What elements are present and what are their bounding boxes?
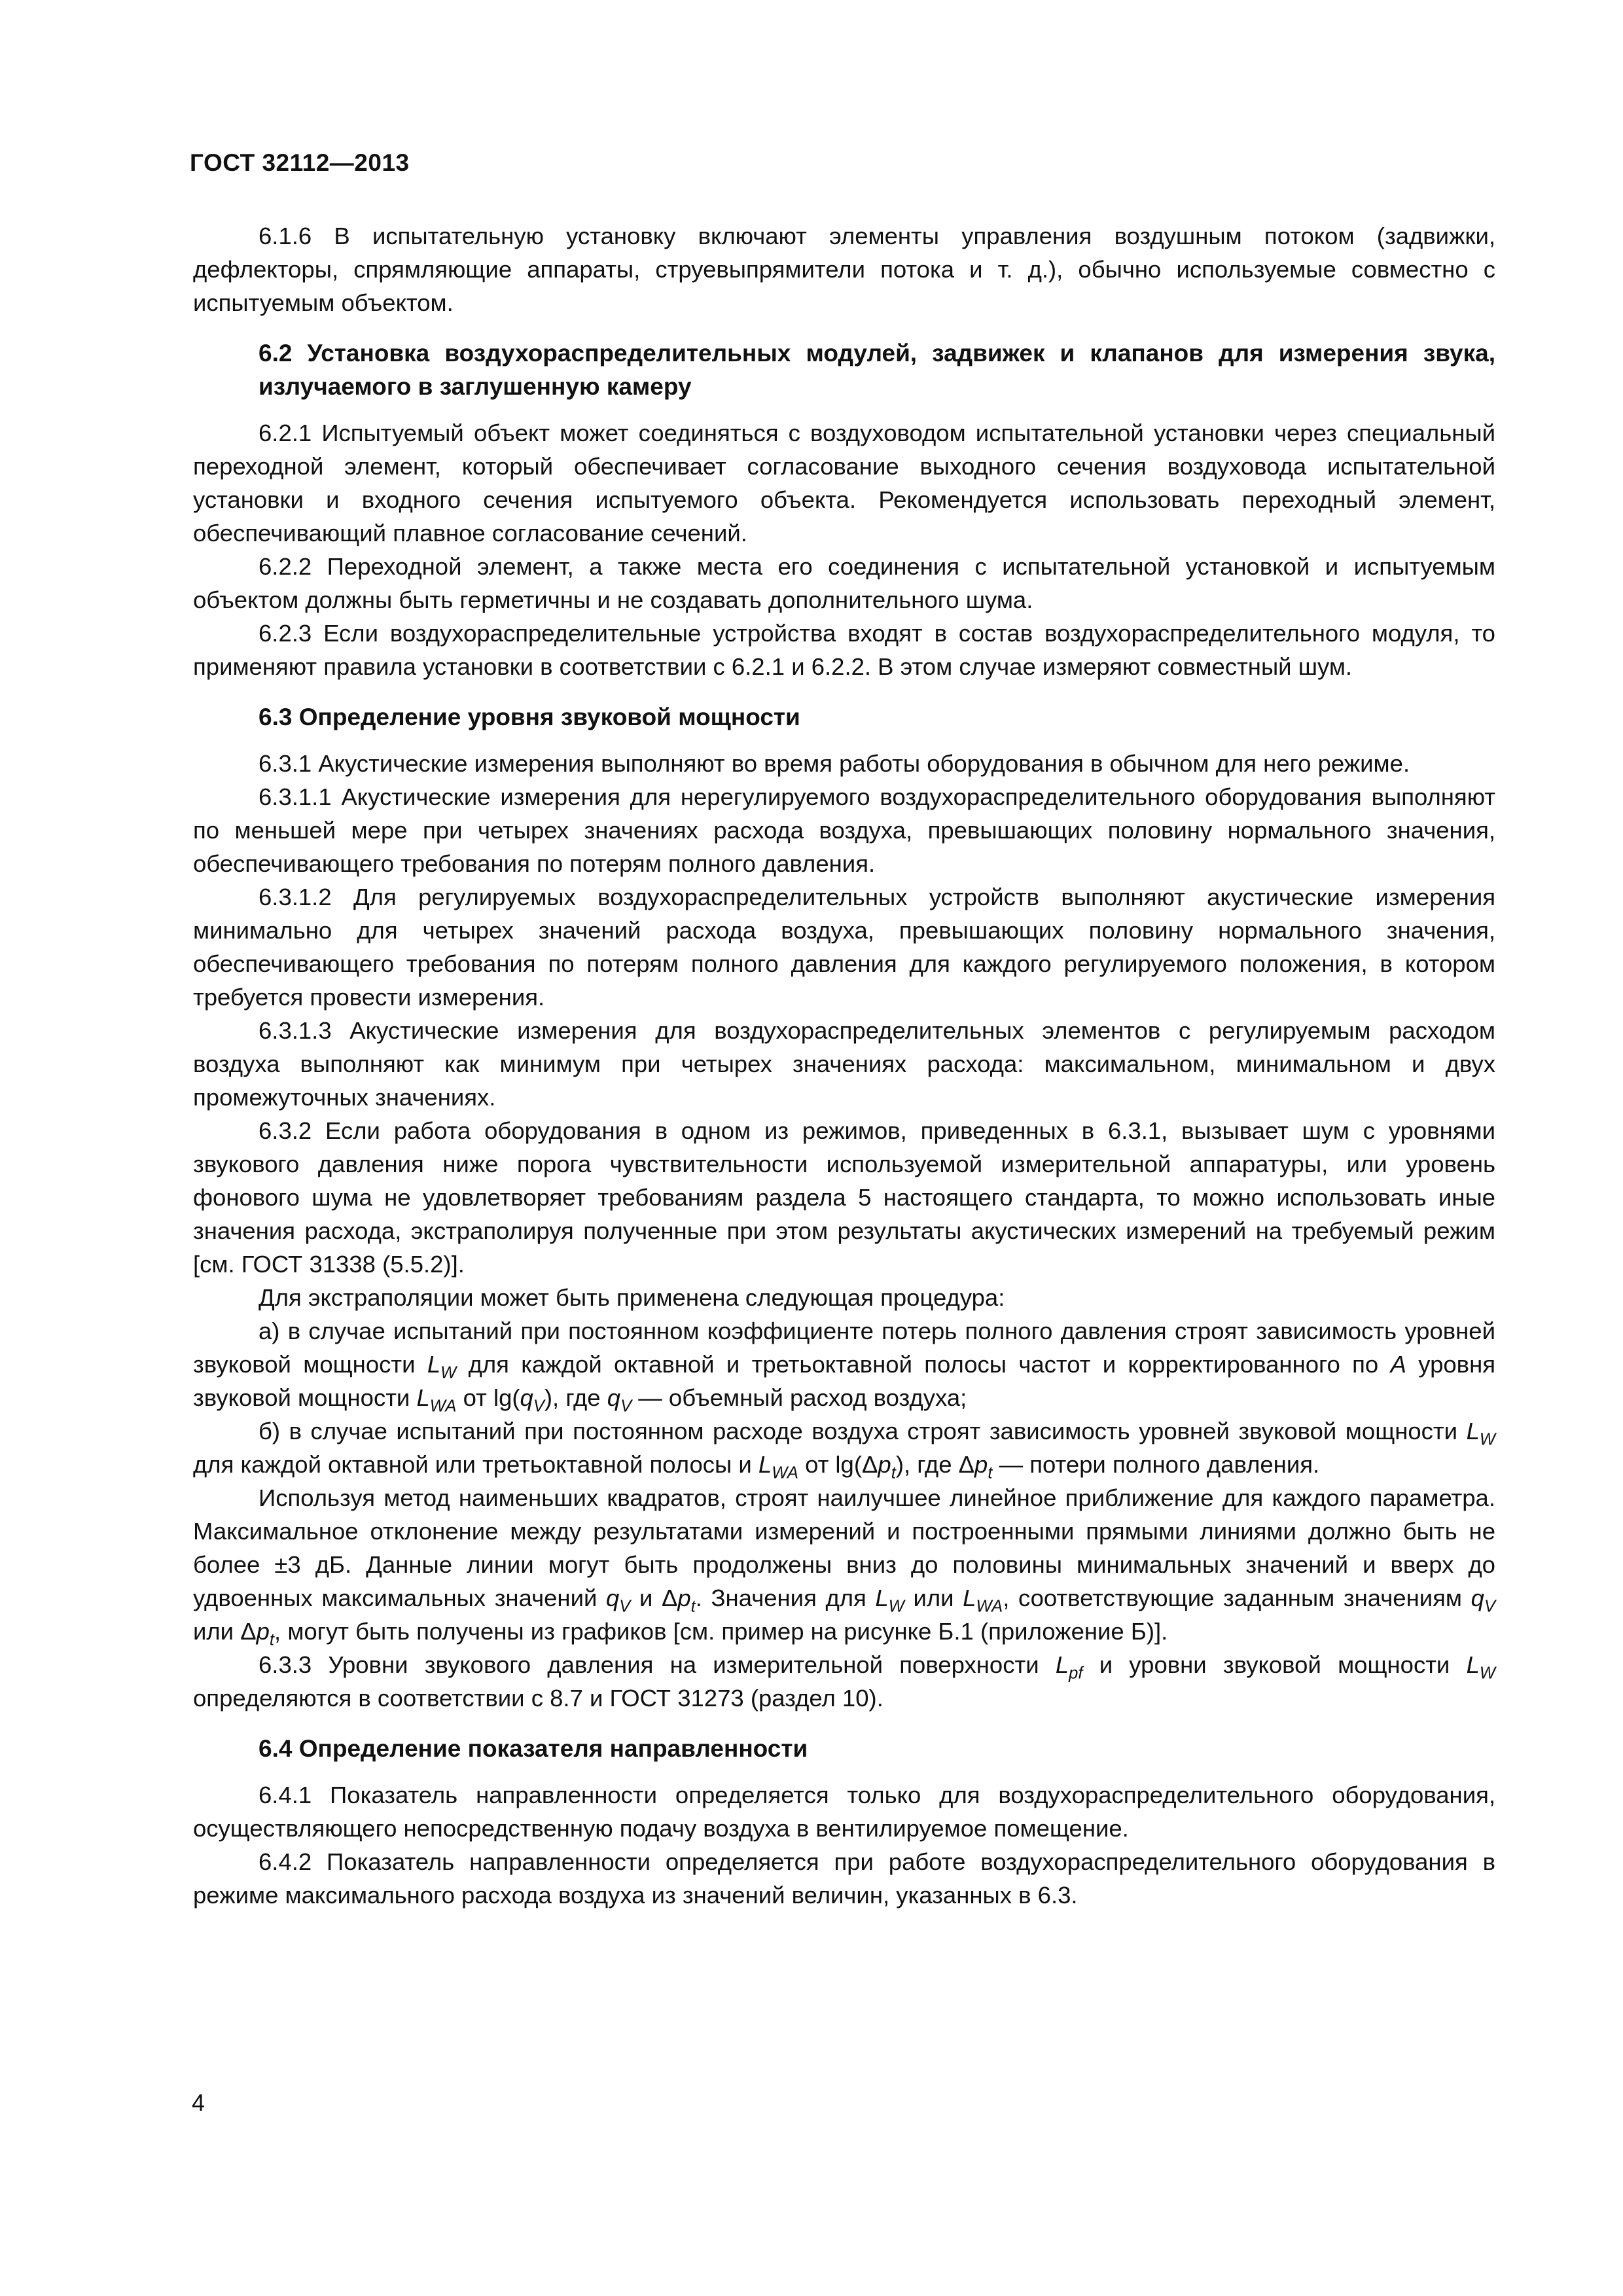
paragraph-6-4-2: 6.4.2 Показатель направленности определяется при работе воздухораспределительного оборудования в режиме максимального расхода воздуха из значений величин, указанных в 6.3. (193, 1848, 1495, 1909)
paragraph-item-a: а) в случае испытаний при постоянном коэффициенте потерь полного давления строят зависимость уровней звуковой мощности $L_W$ для каждой октавной и третьоктавной полосы частот и корректированного по A уровня звуковой мощности $L_{WA}$ от $\lg(q_V)$, где $q_V$ — объемный расход воздуха; (193, 1318, 1495, 1416)
paragraph-6-3-1: 6.3.1 Акустические измерения выполняют во время работы оборудования в обычном для него режиме. (259, 750, 1410, 777)
page-number: 4 (192, 2089, 205, 2116)
document-header: ГОСТ 32112—2013 (190, 149, 410, 176)
paragraph-6-1-6: 6.1.6 В испытательную установку включают элементы управления воздушным потоком (задвижки, дефлекторы, спрямляющие аппараты, струевыпрямители потока и т. д.), обычно используемые совместно с испытуемым объектом. (193, 223, 1495, 316)
paragraph-6-3-1-1: 6.3.1.1 Акустические измерения для нерегулируемого воздухораспределительного оборудования выполняют по меньшей мере при четырех значениях расхода воздуха, превышающих половину нормального значения, обеспечивающего требования по потерям полного давления. (193, 783, 1495, 877)
paragraph-6-3-1-2: 6.3.1.2 Для регулируемых воздухораспределительных устройств выполняют акустические измерения минимально для четырех значений расхода воздуха, превышающих половину нормального значения, обеспечивающего требования по потерям полного давления для каждого регулируемого положения, в котором требуется провести измерения. (193, 884, 1495, 1011)
paragraph-6-2-3: 6.2.3 Если воздухораспределительные устройства входят в состав воздухораспределительного модуля, то применяют правила установки в соответствии с 6.2.1 и 6.2.2. В этом случае измеряют совместный шум. (193, 620, 1495, 680)
paragraph-6-2-2: 6.2.2 Переходной элемент, а также места его соединения с испытательной установкой и испытуемым объектом должны быть герметичны и не создавать дополнительного шума. (193, 553, 1495, 613)
paragraph-extrapolation-intro: Для экстраполяции может быть применена следующая процедура: (259, 1284, 1005, 1311)
document-body (193, 219, 1495, 1912)
paragraph-6-3-1-3: 6.3.1.3 Акустические измерения для воздухораспределительных элементов с регулируемым расходом воздуха выполняют как минимум при четырех значениях расхода: максимальном, минимальном и двух промежуточных значениях. (193, 1017, 1495, 1111)
section-heading-6-2: 6.2 Установка воздухораспределительных модулей, задвижек и клапанов для измерения звука, излучаемого в заглушенную камеру (259, 340, 1495, 400)
paragraph-least-squares: Используя метод наименьших квадратов, строят наилучшее линейное приближение для каждого параметра. Максимальное отклонение между результатами измерений и построенными прямыми линиями должно быть не более ±3 дБ. Данные линии могут быть продолжены вниз до половины минимальных значений и вверх до удвоенных максимальных значений $q_V$ и $\Delta p_t$. Значения для $L_W$ или $L_{WA}$, соответствующие заданным значениям $q_V$ или $\Delta p_t$, могут быть получены из графиков [см. пример на рисунке Б.1 (приложение Б)]. (193, 1484, 1495, 1649)
paragraph-6-3-3: 6.3.3 Уровни звукового давления на измерительной поверхности $L_{pf}$ и уровни звуковой мощности $L_W$ определяются в соответствии с 8.7 и ГОСТ 31273 (раздел 10). (193, 1651, 1495, 1712)
section-heading-6-4: 6.4 Определение показателя направленности (259, 1735, 808, 1762)
section-heading-6-3: 6.3 Определение уровня звуковой мощности (259, 704, 800, 730)
paragraph-6-4-1: 6.4.1 Показатель направленности определяется только для воздухораспределительного оборудования, осуществляющего непосредственную подачу воздуха в вентилируемое помещение. (193, 1782, 1495, 1842)
paragraph-6-2-1: 6.2.1 Испытуемый объект может соединяться с воздуховодом испытательной установки через специальный переходной элемент, который обеспечивает согласование выходного сечения воздуховода испытательной установки и входного сечения испытуемого объекта. Рекомендуется использовать переходный элемент, обеспечивающий плавное согласование сечений. (193, 420, 1495, 547)
paragraph-item-b: б) в случае испытаний при постоянном расходе воздуха строят зависимость уровней звуковой мощности $L_W$ для каждой октавной или третьоктавной полосы и $L_{WA}$ от $\lg(\Delta p_t)$, где $\Delta p_t$ — потери полного давления. (193, 1418, 1495, 1482)
paragraph-6-3-2: 6.3.2 Если работа оборудования в одном из режимов, приведенных в 6.3.1, вызывает шум с уровнями звукового давления ниже порога чувствительности используемой измерительной аппаратуры, или уровень фонового шума не удовлетворяет требованиям раздела 5 настоящего стандарта, то можно использовать иные значения расхода, экстраполируя полученные при этом результаты акустических измерений на требуемый режим [см. ГОСТ 31338 (5.5.2)]. (193, 1117, 1495, 1278)
